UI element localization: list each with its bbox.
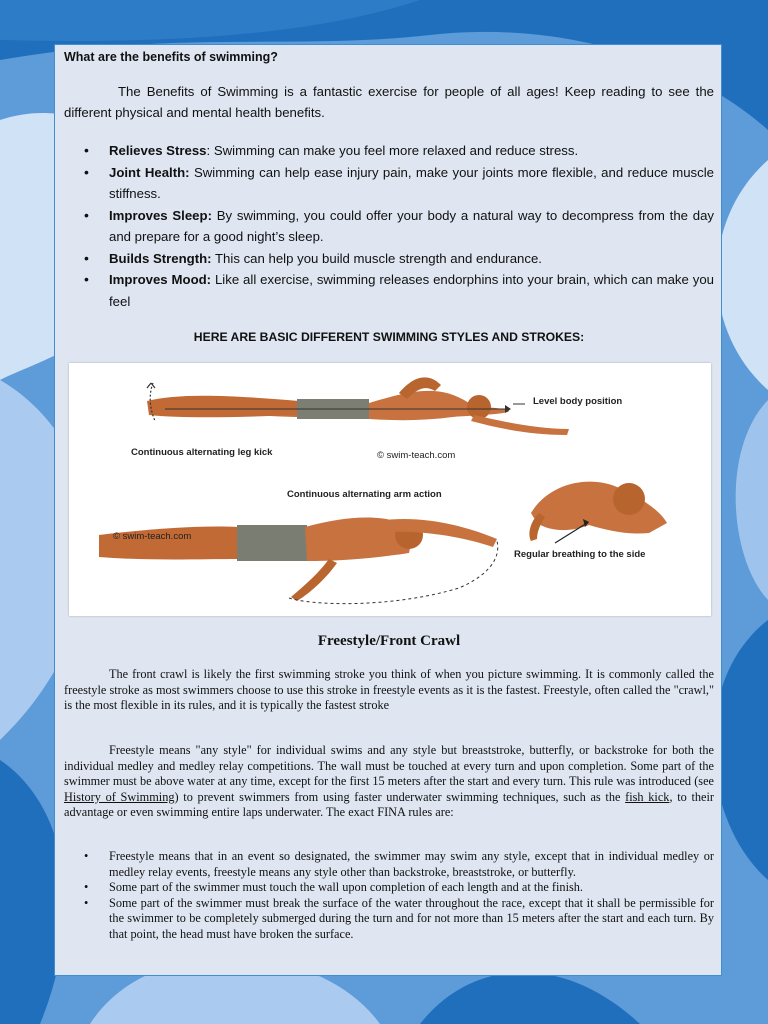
- benefit-term: Relieves Stress: [109, 143, 207, 158]
- benefit-term: Improves Sleep:: [109, 207, 212, 223]
- label-breathing: Regular breathing to the side: [514, 549, 646, 560]
- freestyle-paragraph-1: The front crawl is likely the first swimming stroke you think of when you picture swimming. It is commonly called the freestyle stroke as most swimmers choose to use this stroke in freestyle events as it is the fastest. Freestyle, often called the "crawl," is the most flexible in its rules, and it is typically the fastest stroke: [64, 667, 714, 713]
- intro-paragraph: The Benefits of Swimming is a fantastic exercise for people of all ages! Keep reading to see the different physical and mental health benefits.: [64, 84, 714, 120]
- benefit-separator: :: [206, 143, 211, 158]
- paragraph-text: Freestyle means "any style" for individual swims and any style but breaststroke, butterfly, or backstroke for both the individual medley and medley relay competitions. The wall must be touched at every turn and upon completion. Some part of the swimmer must be above water at any time, except for the first 15 meters after the start and every turn. This rule was introduced (see: [64, 743, 714, 789]
- section-title: What are the benefits of swimming?: [64, 50, 278, 64]
- label-leg-kick: Continuous alternating leg kick: [131, 447, 273, 458]
- label-arm-action: Continuous alternating arm action: [287, 489, 442, 500]
- benefit-term: Improves Mood:: [109, 272, 212, 287]
- document-page: [54, 44, 722, 976]
- list-item: [64, 248, 714, 270]
- benefit-text: Swimming can help ease injury pain, make your joints more flexible, and reduce muscle stiffness.: [109, 164, 715, 201]
- benefit-text: Swimming can make you feel more relaxed and reduce stress.: [210, 143, 579, 158]
- list-item: • Some part of the swimmer must break the surface of the water throughout the race, except that it shall be permissible for the swimmer to be completely submerged during the turn and for not more than 15 meters after the start and each turn. By that point, the head must have broken the surface.: [64, 896, 714, 943]
- styles-heading: HERE ARE BASIC DIFFERENT SWIMMING STYLES AND STROKES:: [193, 330, 585, 344]
- freestyle-illustration: [69, 363, 711, 616]
- fish-kick-link[interactable]: fish kick: [625, 789, 670, 804]
- benefits-list: [64, 140, 714, 312]
- benefit-text: This can help you build muscle strength and endurance.: [211, 250, 542, 266]
- list-item: • Freestyle means that in an event so designated, the swimmer may swim any style, except that in individual medley or medley relay events, freestyle means any style other than backstroke, breaststroke, or butterfly.: [64, 849, 714, 880]
- list-item: [64, 205, 714, 248]
- list-item: • Some part of the swimmer must touch the wall upon completion of each length and at the finish.: [64, 880, 714, 896]
- list-item: [64, 162, 714, 205]
- image-credit-small: © swim-teach.com: [113, 531, 192, 542]
- swimmer-top: [147, 377, 569, 435]
- list-item: [64, 140, 714, 162]
- label-level-body: Level body position: [533, 396, 623, 407]
- freestyle-title: Freestyle/Front Crawl: [317, 633, 461, 649]
- benefit-term: Builds Strength:: [109, 250, 212, 266]
- swimmer-diagram: [69, 363, 711, 616]
- list-item: [64, 269, 714, 312]
- history-of-swimming-link[interactable]: History of Swimming: [64, 789, 175, 804]
- swimmer-breathing: [529, 482, 667, 543]
- image-credit: © swim-teach.com: [377, 450, 456, 461]
- freestyle-paragraph-2: [64, 743, 714, 821]
- paragraph-text: ) to prevent swimmers from using faster underwater swimming techniques, such as the: [174, 789, 626, 804]
- benefit-text: Like all exercise, swimming releases endorphins into your brain, which can make you feel: [109, 272, 714, 309]
- benefit-term: Joint Health:: [109, 164, 190, 180]
- benefit-text: By swimming, you could offer your body a natural way to decompress from the day and prepare for a good night’s sleep.: [109, 207, 714, 244]
- fina-rules-list: [64, 849, 714, 943]
- paragraph-text: , to their advantage or even swimming entire laps underwater. The exact FINA rules are:: [64, 789, 714, 820]
